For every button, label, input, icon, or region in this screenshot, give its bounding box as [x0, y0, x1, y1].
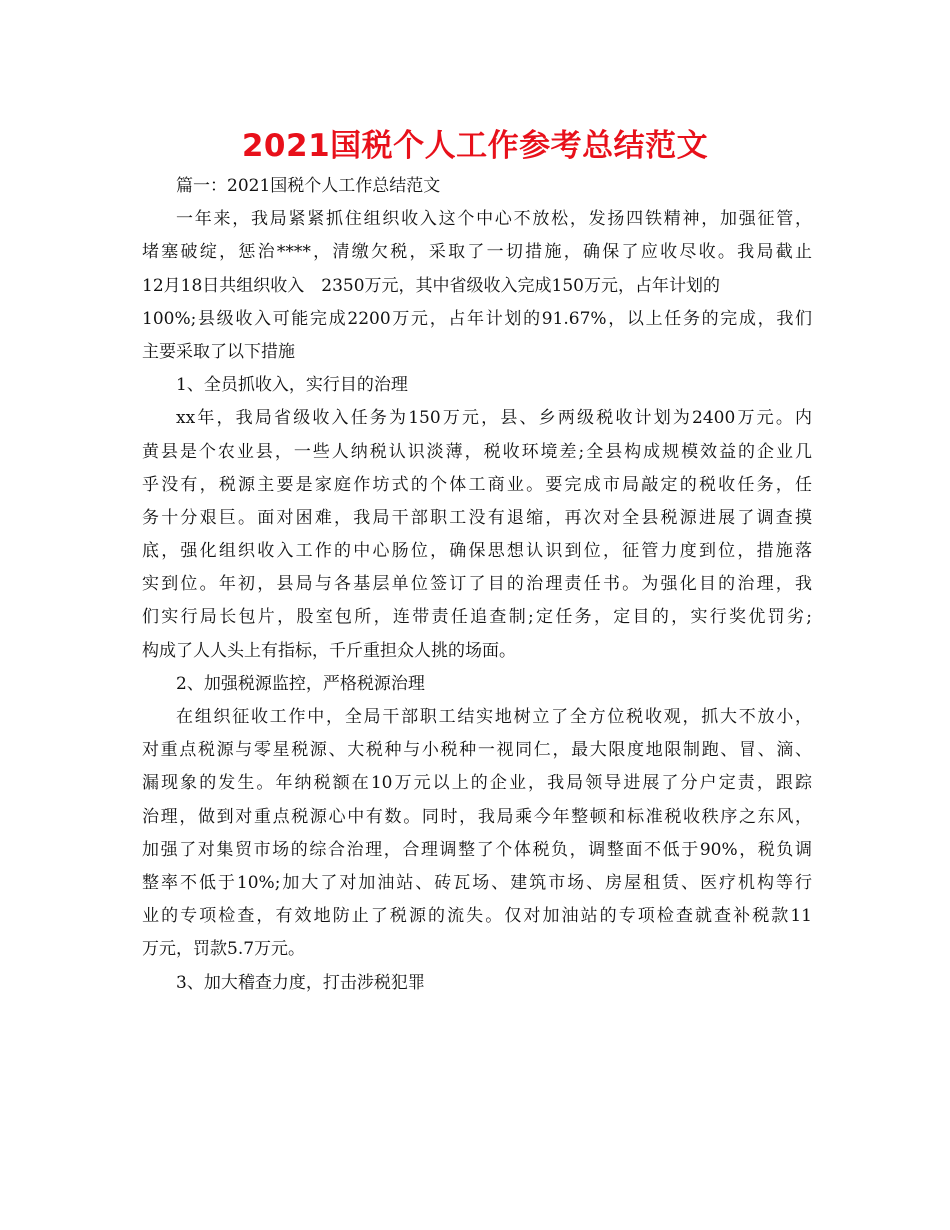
paragraph-line: 万元，罚款5.7万元。 [142, 939, 306, 960]
paragraph-line: 100%;县级收入可能完成2200万元，占年计划的91.67%，以上任务的完成，我们 [142, 308, 812, 329]
paragraph-line: 对重点税源与零星税源、大税种与小税种一视同仁，最大限度地限制跑、冒、滴、 [142, 740, 812, 761]
paragraph-line: 主要采取了以下措施 [142, 341, 295, 362]
paragraph-line: 漏现象的发生。年纳税额在10万元以上的企业，我局领导进展了分户定责，跟踪 [142, 773, 812, 794]
paragraph-line: 实到位。年初，县局与各基层单位签订了目的治理责任书。为强化目的治理，我 [142, 574, 812, 595]
paragraph-line: 们实行局长包片，股室包所，连带责任追查制;定任务，定目的，实行奖优罚劣; [142, 607, 812, 628]
paragraph-line: 一年来，我局紧紧抓住组织收入这个中心不放松，发扬四铁精神，加强征管， [176, 209, 812, 230]
paragraph-line: xx年，我局省级收入任务为150万元，县、乡两级税收计划为2400万元。内 [176, 408, 812, 429]
paragraph-line: 底，强化组织收入工作的中心肠位，确保思想认识到位，征管力度到位，措施落 [142, 541, 812, 562]
section-heading: 篇一：2021国税个人工作总结范文 [176, 176, 441, 196]
paragraph-line: 治理，做到对重点税源心中有数。同时，我局乘今年整顿和标准税收秩序之东风， [142, 806, 812, 827]
paragraph-line: 加强了对集贸市场的综合治理，合理调整了个体税负，调整面不低于90%，税负调 [142, 839, 812, 860]
paragraph-line: 12月18日共组织收入 2350万元，其中省级收入完成150万元，占年计划的 [142, 275, 720, 296]
paragraph-line: 务十分艰巨。面对困难，我局干部职工没有退缩，再次对全县税源进展了调查摸 [142, 507, 812, 528]
paragraph-line: 整率不低于10%;加大了对加油站、砖瓦场、建筑市场、房屋租赁、医疗机构等行 [142, 872, 812, 893]
paragraph-line: 构成了人人头上有指标，千斤重担众人挑的场面。 [142, 640, 516, 661]
document-body [142, 170, 812, 1000]
section-heading: 2、加强税源监控，严格税源治理 [176, 673, 425, 694]
paragraph-line: 乎没有，税源主要是家庭作坊式的个体工商业。要完成市局敲定的税收任务，任 [142, 474, 812, 495]
paragraph-line: 黄县是个农业县，一些人纳税认识淡薄，税收环境差;全县构成规模效益的企业几 [142, 441, 812, 462]
section-heading: 1、全员抓收入，实行目的治理 [176, 375, 408, 396]
paragraph-line: 堵塞破绽，惩治****，清缴欠税，采取了一切措施，确保了应收尽收。我局截止 [142, 242, 812, 263]
document-title: 2021国税个人工作参考总结范文 [241, 128, 709, 164]
paragraph-line: 业的专项检查，有效地防止了税源的流失。仅对加油站的专项检查就查补税款11 [142, 906, 812, 927]
section-heading: 3、加大稽查力度，打击涉税犯罪 [176, 972, 425, 993]
paragraph-line: 在组织征收工作中，全局干部职工结实地树立了全方位税收观，抓大不放小， [176, 707, 812, 727]
